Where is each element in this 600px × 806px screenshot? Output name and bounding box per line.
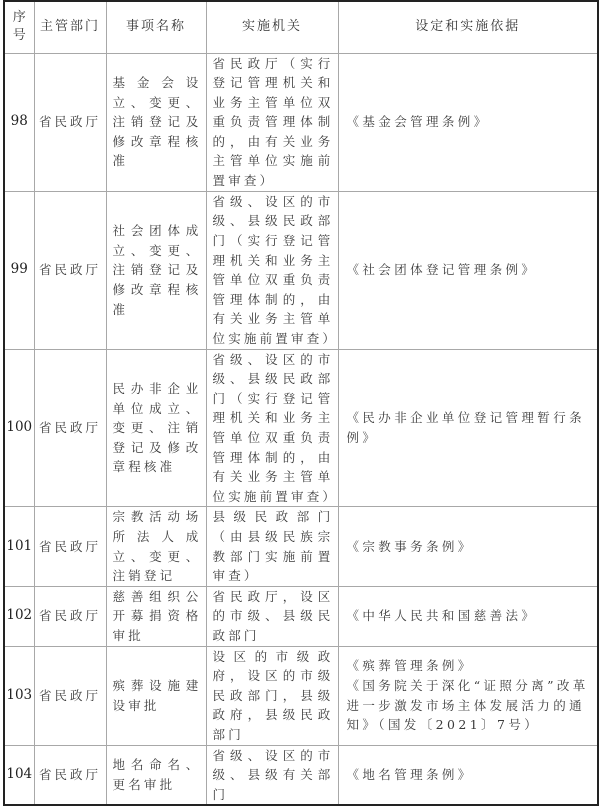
row-serial-number: 104 [4, 745, 34, 805]
basis-document: 《殡葬管理条例》 [346, 658, 474, 674]
row-department: 省民政厅 [34, 349, 106, 507]
row-item-name: 基金会设立、变更、注销登记及修改章程核准 [112, 75, 202, 169]
row-legal-basis [339, 408, 598, 447]
row-legal-basis [339, 260, 598, 280]
row-implementing-agency: 省级、设区的市级、县级民政部门（实行登记管理机关和业务主管单位双重负责管理体制的，由有关业务主管单位实施前置审查） [212, 193, 339, 346]
row-serial-number: 99 [4, 191, 34, 349]
table-row [4, 349, 598, 507]
row-serial-number: 103 [4, 646, 34, 745]
row-item-name: 地名命名、更名审批 [112, 757, 202, 792]
row-item-name: 宗教活动场所法人成立、变更、注销登记 [112, 509, 202, 584]
row-department: 省民政厅 [34, 745, 106, 805]
header-department: 主管部门 [34, 1, 106, 53]
basis-document: 《中华人民共和国慈善法》 [346, 608, 538, 624]
row-serial-number: 101 [4, 507, 34, 586]
row-legal-basis [339, 656, 598, 734]
row-implementing-agency: 设区的市级政府，设区的市级民政部门，县级政府，县级民政部门 [212, 648, 334, 742]
table-row [4, 53, 598, 191]
basis-document: 《宗教事务条例》 [346, 538, 474, 554]
row-department: 省民政厅 [34, 53, 106, 191]
header-implementing-agency: 实施机关 [206, 1, 338, 53]
basis-document: 《社会团体登记管理条例》 [346, 262, 538, 278]
header-item-name: 事项名称 [106, 1, 206, 53]
basis-document: 《国务院关于深化“证照分离”改革进一步激发市场主体发展活力的通知》（国发〔2021〕7号） [346, 677, 589, 733]
row-implementing-agency: 省级、设区的市级、县级有关部门 [212, 747, 334, 802]
row-serial-number: 100 [4, 349, 34, 507]
table-row [4, 646, 598, 745]
row-item-name: 殡葬设施建设审批 [112, 677, 202, 713]
table-row [4, 745, 598, 805]
row-item-name: 社会团体成立、变更、注销登记及修改章程核准 [112, 223, 202, 317]
basis-document: 《民办非企业单位登记管理暂行条例》 [346, 410, 586, 446]
row-department: 省民政厅 [34, 507, 106, 586]
row-implementing-agency: 省民政厅（实行登记管理机关和业务主管单位双重负责管理体制的，由有关业务主管单位实施前置审查） [212, 55, 334, 189]
table-row [4, 191, 598, 349]
row-implementing-agency: 省民政厅，设区的市级、县级民政部门 [212, 588, 334, 643]
row-serial-number: 98 [4, 53, 34, 191]
row-item-name: 慈善组织公开募捐资格审批 [112, 588, 202, 643]
row-department: 省民政厅 [34, 586, 106, 646]
row-department: 省民政厅 [34, 191, 106, 349]
row-legal-basis [339, 112, 598, 132]
row-item-name: 民办非企业单位成立、变更、注销登记及修改章程核准 [112, 381, 202, 475]
header-serial-number: 序 号 [4, 1, 34, 53]
basis-document: 《基金会管理条例》 [346, 114, 490, 130]
row-implementing-agency: 省级、设区的市级、县级民政部门（实行登记管理机关和业务主管单位双重负责管理体制的，由有关业务主管单位实施前置审查） [212, 351, 339, 504]
table-row [4, 586, 598, 646]
row-department: 省民政厅 [34, 646, 106, 745]
basis-document: 《地名管理条例》 [346, 767, 474, 783]
row-legal-basis [339, 606, 598, 626]
header-legal-basis: 设定和实施依据 [338, 1, 598, 53]
table-row [4, 507, 598, 586]
row-serial-number: 102 [4, 586, 34, 646]
row-implementing-agency: 县级民政部门（由县级民族宗教部门实施前置审查） [212, 509, 334, 584]
table-header-row [4, 1, 598, 53]
approval-items-table [3, 0, 599, 806]
row-legal-basis [339, 537, 598, 557]
